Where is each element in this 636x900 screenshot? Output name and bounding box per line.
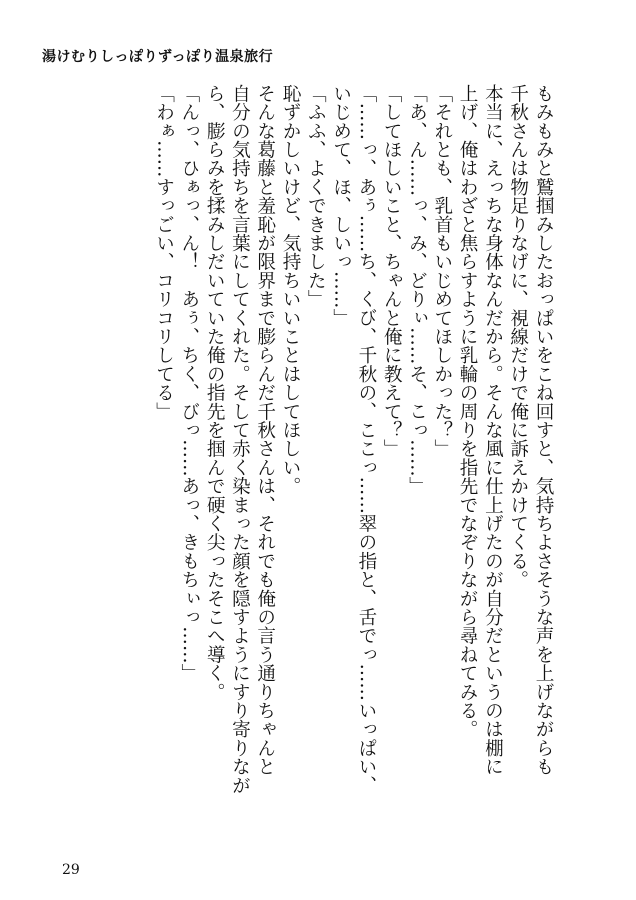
vertical-body-text	[64, 84, 556, 824]
text-line: 「……っ、あぅ……ち、くび、千秋の、ここっ……翠の指と、舌でっ……いっぱい、	[355, 84, 377, 795]
text-line: 本当に、えっちな身体なんだから。そんな風に仕上げたのが自分だというのは棚に	[482, 84, 504, 776]
text-line: そんな葛藤と羞恥が限界まで膨らんだ千秋さんは、それでも俺の言う通りちゃんと	[254, 84, 276, 776]
text-line: 千秋さんは物足りなげに、視線だけで俺に訴えかけてくる。	[507, 84, 529, 589]
text-line: 「ふふ、よくできました」	[305, 84, 327, 309]
text-line: 恥ずかしいけど、気持ちいいことはしてほしい。	[280, 84, 302, 496]
text-line: 自分の気持ちを言葉にしてくれた。そして赤く染まった顔を隠すようにすり寄りなが	[229, 84, 251, 795]
text-line: 上げ、俺はわざと焦らすように乳輪の周りを指先でなぞりながら尋ねてみる。	[457, 84, 479, 739]
page-number: 29	[62, 862, 80, 878]
text-line: 「あ、ん……っ、み、どりぃ……そ、こっ……」	[406, 84, 428, 496]
text-line: 「してほしいこと、ちゃんと俺に教えて？」	[381, 84, 403, 458]
text-line: ら、膨らみを揉みしだいていた俺の指先を掴んで硬く尖ったそこへ導く。	[204, 84, 226, 702]
text-line: 「んっ、ひぁっ、ん！ あぅ、ちく、びっ……あっ、きもちぃっ……」	[178, 84, 200, 683]
running-header: 湯けむりしっぽりずっぽり温泉旅行	[42, 49, 274, 65]
text-line: いじめて、ほ、しいっ……」	[330, 84, 352, 328]
text-line: 「それとも、乳首もいじめてほしかった？」	[431, 84, 453, 458]
text-line: もみもみと鷲掴みしたおっぱいをこね回すと、気持ちよさそうな声を上げながらも	[533, 84, 554, 776]
text-line: 「わぁ……すっごい、コリコリしてる」	[153, 84, 175, 421]
